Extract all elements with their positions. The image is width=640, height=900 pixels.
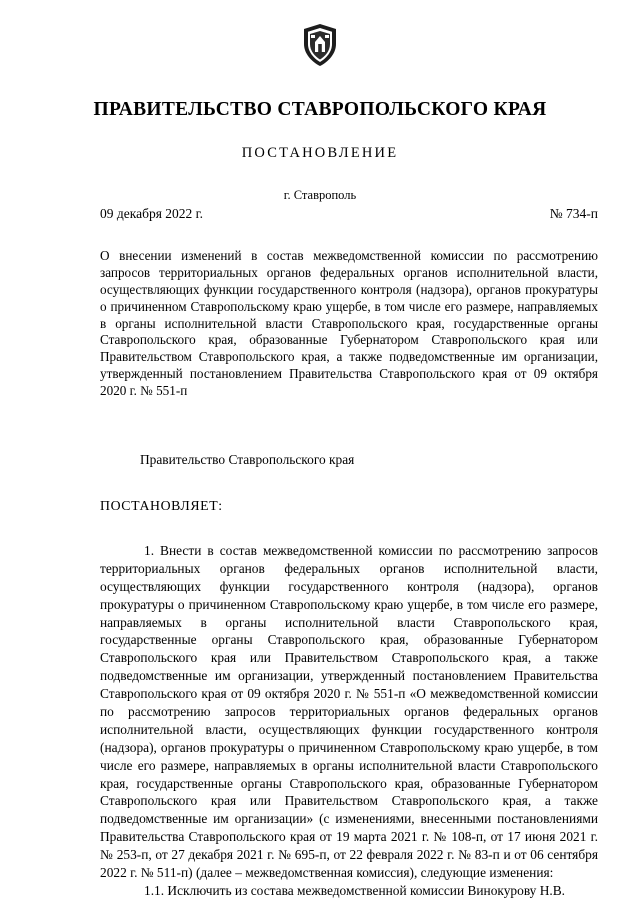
resolves-heading: ПОСТАНОВЛЯЕТ:	[100, 498, 223, 514]
document-meta-row	[0, 206, 640, 222]
city-label: г. Ставрополь	[283, 188, 357, 202]
emblem-container	[0, 0, 640, 73]
organization-title: ПРАВИТЕЛЬСТВО СТАВРОПОЛЬСКОГО КРАЯ	[93, 99, 547, 120]
paragraph-1: 1. Внести в состав межведомственной комиссии по рассмотрению запросов территориальных органов федеральных органов исполнительной власти, осуществляющих функции государственного контроля (надзора), органов прокуратуры о причиненном Ставропольскому краю ущербе, в том числе его размере, направляемых в органы исполнительной власти Ставропольского края, государственные органы Ставропольского края, образованные Губернатором Ставропольского края или Правительством Ставропольского края, а также подведомственные им организации, утвержденный постановлением Правительства Ставропольского края от 09 октября 2020 г. № 551-п «О межведомственной комиссии по рассмотрению запросов территориальных органов федеральных органов исполнительной власти, осуществляющих функции государственного контроля (надзора), органов прокуратуры о причиненном Ставропольскому краю ущербе, в том числе его размере, направляемых в органы исполнительной власти Ставропольского края, государственные органы Ставропольского края, образованные Губернатором Ставропольского края или Правительством Ставропольского края, а также подведомственные им организации» (с изменениями, внесенными постановлениями Правительства Ставропольского края от 19 марта 2021 г. № 108-п, от 17 июня 2021 г. № 253-п, от 27 декабря 2021 г. № 695-п, от 22 февраля 2022 г. № 83-п и от 06 сентября 2022 г. № 511-п) (далее – межведомственная комиссия), следующие изменения:	[100, 543, 598, 881]
document-date: 09 декабря 2022 г.	[100, 206, 204, 221]
document-number: № 734-п	[549, 206, 598, 221]
document-title	[100, 248, 598, 400]
document-body	[100, 542, 598, 900]
coat-of-arms-icon	[297, 22, 343, 68]
paragraph-1-1: 1.1. Исключить из состава межведомственной комиссии Винокурову Н.В.	[144, 882, 566, 898]
document-title-text: О внесении изменений в состав межведомственной комиссии по рассмотрению запросов территориальных органов федеральных органов исполнительной власти, осуществляющих функции государственного контроля (надзора), органов прокуратуры о причиненном Ставропольскому краю ущербе, в том числе его размере, направляемых в органы исполнительной власти Ставропольского края, государственные органы Ставропольского края, образованные Губернатором Ставропольского края или Правительством Ставропольского края, а также подведомственные им организации, утвержденный постановлением Правительства Ставропольского края от 09 октября 2020 г. № 551-п	[100, 248, 598, 399]
government-line: Правительство Ставропольского края	[140, 452, 355, 468]
document-type: ПОСТАНОВЛЕНИЕ	[241, 145, 399, 161]
